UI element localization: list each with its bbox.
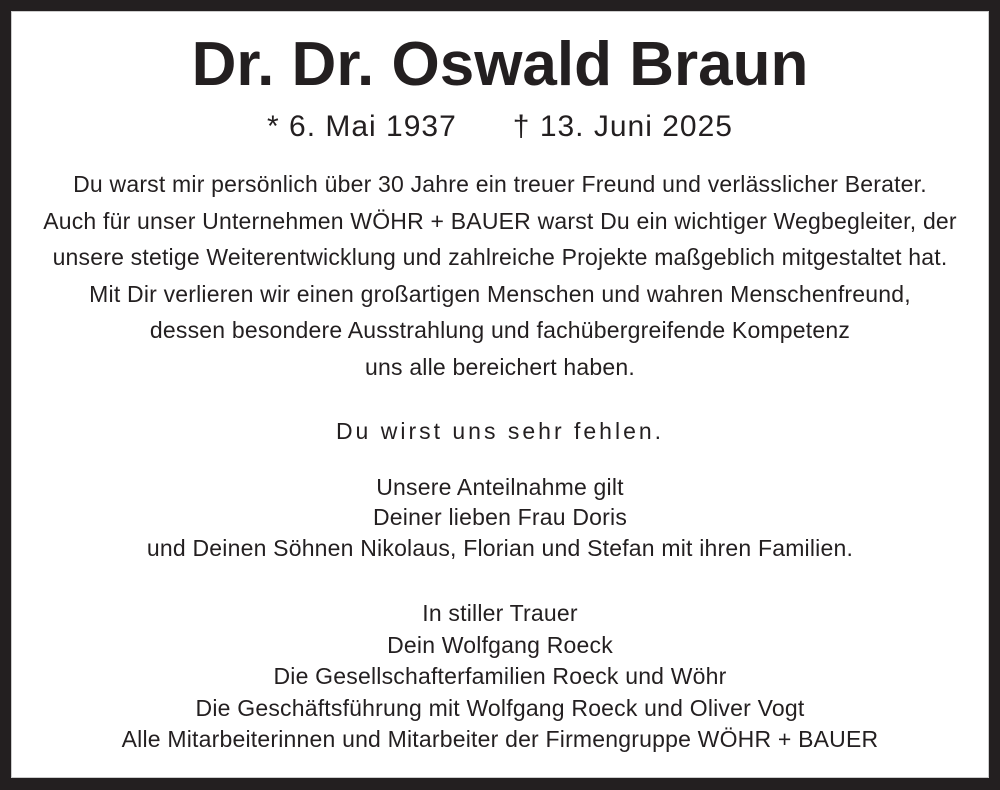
mourner-line: Die Geschäftsführung mit Wolfgang Roeck und Oliver Vogt	[195, 694, 805, 721]
death-date: † 13. Juni 2025	[512, 110, 733, 143]
obituary-content	[11, 11, 989, 778]
farewell-line: Du wirst uns sehr fehlen.	[335, 418, 665, 444]
tribute-line: uns alle bereichert haben.	[365, 353, 635, 380]
tribute-paragraph	[12, 166, 988, 385]
mourner-line: Dein Wolfgang Roeck	[387, 631, 613, 658]
mourner-line: Die Gesellschafterfamilien Roeck und Wöhr	[273, 663, 727, 689]
condolence-line: und Deinen Söhnen Nikolaus, Florian und Stefan mit ihren Familien.	[146, 534, 854, 561]
life-dates	[12, 109, 988, 145]
mourner-line: Alle Mitarbeiterinnen und Mitarbeiter der Firmengruppe WÖHR + BAUER	[121, 726, 879, 752]
condolence-line: Deiner lieben Frau Doris	[372, 504, 628, 530]
condolence-block	[12, 472, 988, 564]
mourner-line: In stiller Trauer	[422, 600, 578, 626]
mourners-block	[12, 598, 988, 756]
deceased-name: Dr. Dr. Oswald Braun	[191, 30, 809, 99]
birth-date: * 6. Mai 1937	[267, 110, 457, 143]
tribute-line: Auch für unser Unternehmen WÖHR + BAUER warst Du ein wichtiger Wegbegleiter, der	[43, 207, 957, 234]
tribute-line: Mit Dir verlieren wir einen großartigen Menschen und wahren Menschenfreund,	[89, 280, 911, 307]
condolence-line: Unsere Anteilnahme gilt	[376, 473, 624, 500]
tribute-line: unsere stetige Weiterentwicklung und zahlreiche Projekte maßgeblich mitgestaltet hat.	[52, 244, 948, 270]
tribute-line: dessen besondere Ausstrahlung und fachübergreifende Kompetenz	[149, 317, 851, 343]
tribute-line: Du warst mir persönlich über 30 Jahre ein treuer Freund und verlässlicher Berater.	[73, 171, 927, 197]
